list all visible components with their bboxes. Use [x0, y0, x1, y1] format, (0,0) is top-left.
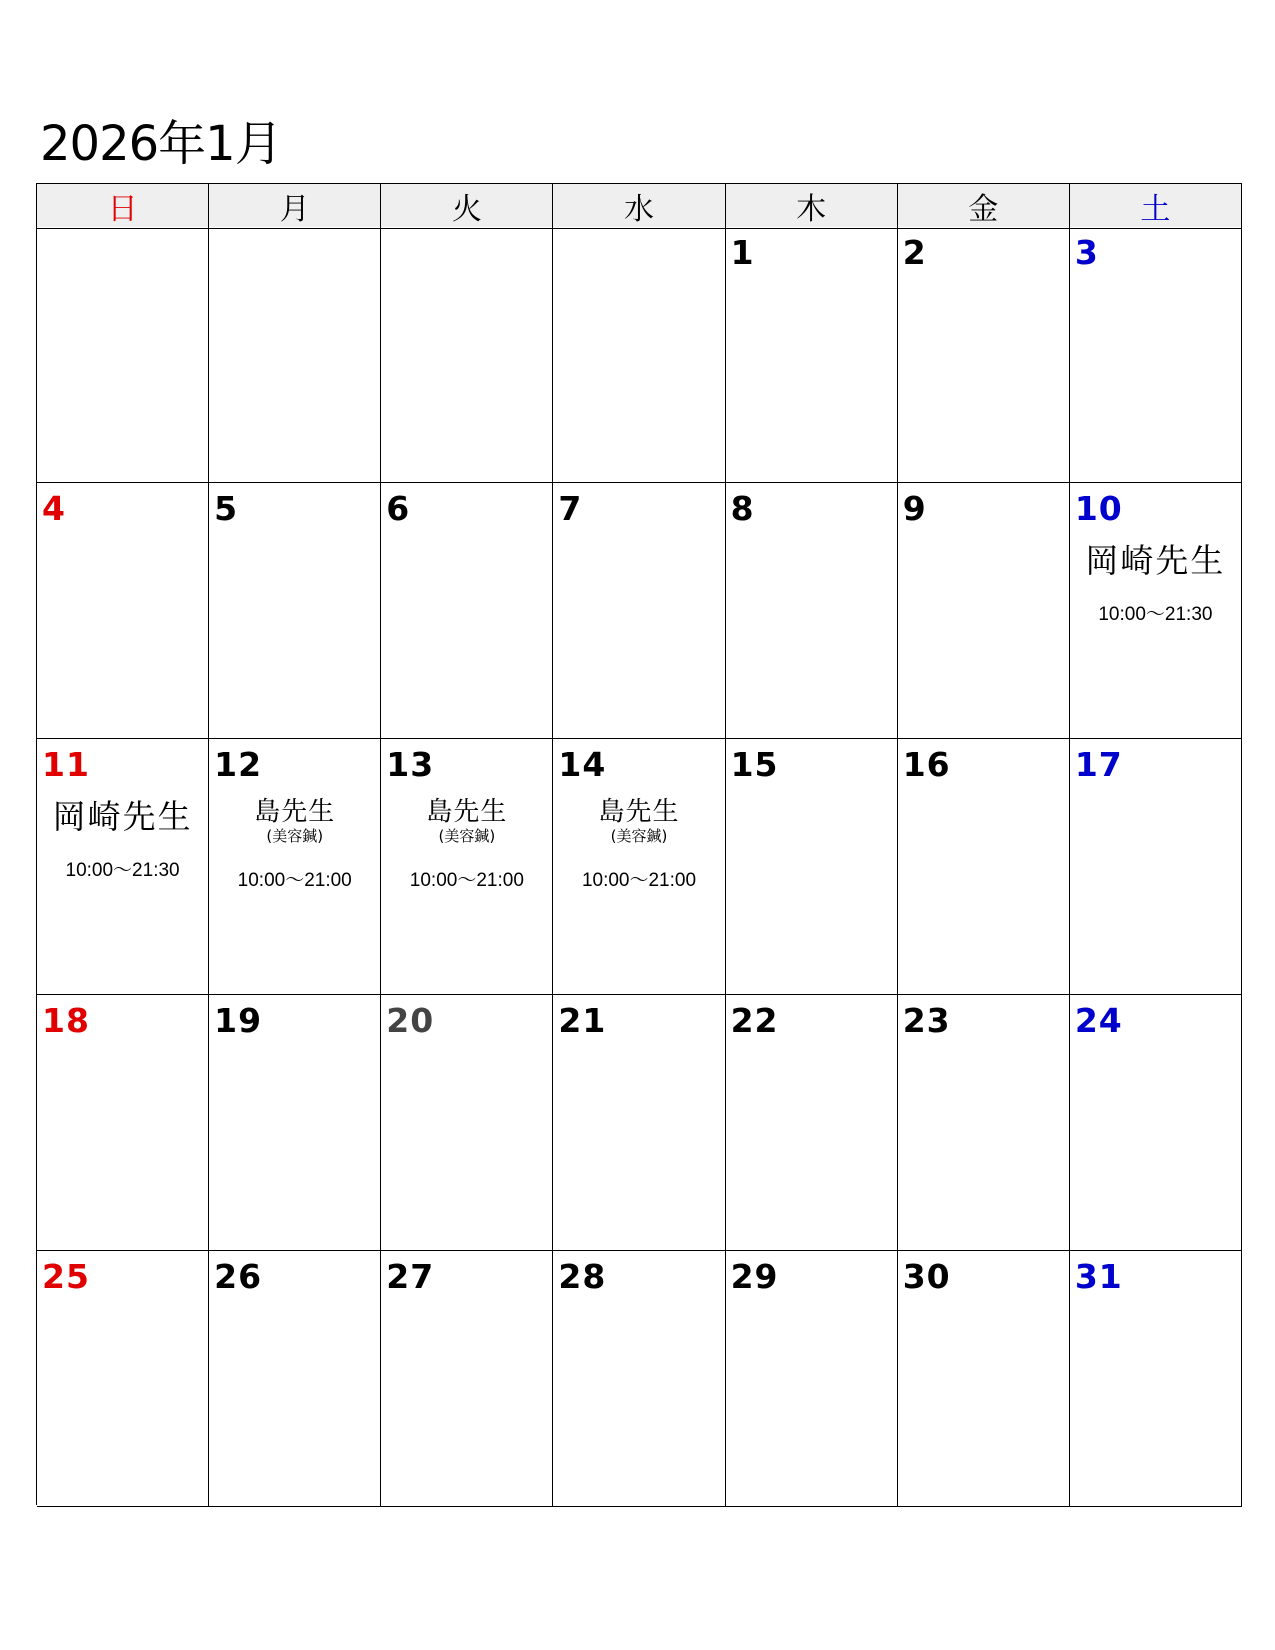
- day-number: 15: [730, 745, 779, 784]
- event-time: 10:00〜21:00: [237, 870, 352, 891]
- event-entry: [1070, 541, 1241, 626]
- day-number: 24: [1074, 1001, 1123, 1040]
- day-cell-3[interactable]: [1070, 227, 1242, 483]
- empty-day-cell: [209, 227, 381, 483]
- day-number: 13: [386, 745, 435, 784]
- day-cell-17[interactable]: [1070, 739, 1242, 995]
- weekday-thursday: 木: [726, 184, 898, 229]
- day-cell-14[interactable]: [553, 739, 725, 995]
- weekday-friday: 金: [898, 184, 1070, 229]
- day-cell-30[interactable]: [898, 1251, 1070, 1507]
- day-number: 8: [730, 489, 755, 528]
- day-cell-28[interactable]: [553, 1251, 725, 1507]
- event-entry: [37, 797, 208, 882]
- day-cell-20[interactable]: [381, 995, 553, 1251]
- day-number: 14: [558, 745, 607, 784]
- day-cell-15[interactable]: [726, 739, 898, 995]
- day-number: 27: [386, 1257, 435, 1296]
- day-number: 30: [902, 1257, 951, 1296]
- day-cell-19[interactable]: [209, 995, 381, 1251]
- event-note: (美容鍼): [610, 827, 668, 845]
- weekday-saturday: 土: [1070, 184, 1242, 229]
- day-cell-8[interactable]: [726, 483, 898, 739]
- day-number: 28: [558, 1257, 607, 1296]
- page-title: 2026年1月: [40, 116, 282, 172]
- day-number: 11: [42, 745, 90, 784]
- day-number: 17: [1074, 745, 1123, 784]
- day-number: 1: [730, 233, 755, 272]
- day-number: 16: [902, 745, 951, 784]
- day-number: 12: [214, 745, 263, 784]
- day-number: 9: [902, 489, 927, 528]
- day-number: 18: [42, 1001, 90, 1040]
- day-number: 10: [1074, 489, 1123, 528]
- event-name: 岡崎先生: [52, 797, 193, 836]
- event-entry: [381, 797, 552, 892]
- event-name: 島先生: [254, 797, 336, 827]
- day-cell-10[interactable]: [1070, 483, 1242, 739]
- event-time: 10:00〜21:00: [409, 870, 524, 891]
- day-cell-18[interactable]: [37, 995, 209, 1251]
- day-cell-23[interactable]: [898, 995, 1070, 1251]
- empty-day-cell: [381, 227, 553, 483]
- day-cell-12[interactable]: [209, 739, 381, 995]
- day-cell-11[interactable]: [37, 739, 209, 995]
- day-cell-16[interactable]: [898, 739, 1070, 995]
- event-entry: [553, 797, 724, 892]
- day-number: 21: [558, 1001, 607, 1040]
- weekday-tuesday: 火: [381, 184, 553, 229]
- event-time: 10:00〜21:30: [65, 860, 180, 881]
- calendar-grid: [37, 227, 1242, 1507]
- empty-day-cell: [553, 227, 725, 483]
- event-note: (美容鍼): [266, 827, 324, 845]
- day-number: 3: [1074, 233, 1099, 272]
- day-cell-9[interactable]: [898, 483, 1070, 739]
- event-time: 10:00〜21:00: [581, 870, 697, 891]
- day-cell-2[interactable]: [898, 227, 1070, 483]
- weekday-wednesday: 水: [553, 184, 725, 229]
- day-cell-13[interactable]: [381, 739, 553, 995]
- day-number: 25: [42, 1257, 90, 1296]
- day-cell-29[interactable]: [726, 1251, 898, 1507]
- event-entry: [209, 797, 380, 892]
- day-number: 26: [214, 1257, 263, 1296]
- day-cell-6[interactable]: [381, 483, 553, 739]
- event-name: 島先生: [426, 797, 508, 827]
- day-number: 31: [1074, 1257, 1123, 1296]
- day-cell-21[interactable]: [553, 995, 725, 1251]
- day-number: 7: [558, 489, 583, 528]
- day-number: 29: [730, 1257, 779, 1296]
- month-calendar: [36, 183, 1242, 1505]
- day-number: 22: [730, 1001, 779, 1040]
- day-number: 6: [386, 489, 411, 528]
- day-cell-25[interactable]: [37, 1251, 209, 1507]
- day-cell-5[interactable]: [209, 483, 381, 739]
- day-number: 19: [214, 1001, 263, 1040]
- weekday-sunday: 日: [37, 184, 209, 229]
- event-time: 10:00〜21:30: [1098, 604, 1213, 625]
- day-number: 5: [214, 489, 239, 528]
- weekday-header: [37, 184, 1242, 227]
- event-name: 岡崎先生: [1085, 541, 1226, 580]
- day-cell-26[interactable]: [209, 1251, 381, 1507]
- day-cell-24[interactable]: [1070, 995, 1242, 1251]
- empty-day-cell: [37, 227, 209, 483]
- day-number: 23: [902, 1001, 951, 1040]
- event-note: (美容鍼): [438, 827, 496, 845]
- day-number: 2: [902, 233, 927, 272]
- day-cell-31[interactable]: [1070, 1251, 1242, 1507]
- day-cell-27[interactable]: [381, 1251, 553, 1507]
- day-number: 4: [42, 489, 66, 528]
- day-cell-22[interactable]: [726, 995, 898, 1251]
- day-cell-1[interactable]: [726, 227, 898, 483]
- day-cell-7[interactable]: [553, 483, 725, 739]
- day-number: 20: [386, 1001, 435, 1040]
- event-name: 島先生: [598, 797, 680, 827]
- day-cell-4[interactable]: [37, 483, 209, 739]
- weekday-monday: 月: [209, 184, 381, 229]
